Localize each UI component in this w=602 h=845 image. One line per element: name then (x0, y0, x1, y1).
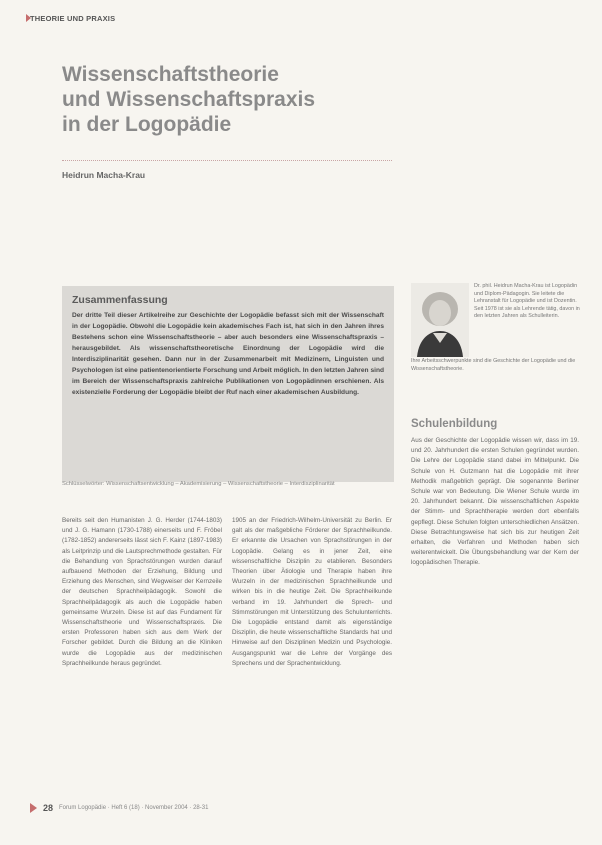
title-line-2: und Wissenschaftspraxis (62, 88, 316, 111)
keywords: Schlüsselwörter: Wissenschaftsentwicklung – Akademisierung – Wissenschaftstheorie – Interdisziplinarität (62, 481, 335, 487)
title-divider (62, 160, 392, 161)
article-title (62, 62, 392, 137)
author-portrait-icon (411, 283, 469, 357)
title-line-3: in der Logopädie (62, 113, 232, 136)
footer-arrow-icon (30, 803, 37, 813)
abstract-box (62, 286, 394, 482)
section-tag: THEORIE UND PRAXIS (30, 14, 116, 23)
section-heading: Schulenbildung (411, 418, 498, 430)
body-column-3 (411, 436, 579, 569)
body-column-2 (232, 516, 392, 669)
abstract-text: Der dritte Teil dieser Artikelreihe zur Geschichte der Logopädie befasst sich mit der Wissenschaft in der Logopädie. Obwohl die Logopädie kein akademisches Fach ist, hat sich in den Jahren ihres Bestehens schon eine Wissenschaftstheorie – aber auch besonders eine Wissenschaftspraxis – herausgebildet. Als wissenschaftstheoretische Einordnung der Logopädie wird die Interdisziplinarität gesehen. Dann nur in der Zusammenarbeit mit Medizinern, Linguisten und Psychologen ist eine patientenorientierte Forschung und Arbeit möglich. In den letzten Jahren sind im Bereich der Wissenschaftspraxis zahlreiche Publikationen von Logopädinnen erschienen. Als existenzielle Forderung der Logopädie bleibt der Ruf nach einer akademischen Ausbildung. (72, 312, 384, 396)
body-text-col3: Aus der Geschichte der Logopädie wissen wir, dass im 19. und 20. Jahrhundert die ersten Schulen gegründet wurden. Die Lehre der Logopädie stand dabei im Mittelpunkt. Die Schule von H. Gutzmann hat die Logopädie mit ihrer Methodik maßgeblich geprägt. Die sogenannte Berliner Schule war von Bedeutung. Die Wiener Schule wurde im 20. Jahrhundert bekannt. Die wissenschaftlichen Aspekte der Stimm- und Sprachtherapie werden dort ebenfalls gepflegt. Diese Schulen folgten unterschiedlichen Ansätzen. Diese Betrachtungsweise hat sich bis zur heutigen Zeit erhalten, die Verfahren und Methoden haben sich weiterentwickelt. Die Übungsbehandlung war der Kern der logopädischen Therapie. (411, 437, 579, 567)
abstract-heading: Zusammenfassung (72, 294, 168, 306)
author-name: Heidrun Macha-Krau (62, 170, 146, 180)
page-footer (30, 803, 208, 813)
body-column-1 (62, 516, 222, 669)
journal-citation: Forum Logopädie · Heft 6 (18) · November 2004 · 28-31 (59, 805, 209, 811)
author-photo (411, 283, 469, 357)
body-text-col1: Bereits seit den Humanisten J. G. Herder (1744-1803) und J. G. Hamann (1730-1788) einerseits und F. Fröbel (1782-1852) andererseits lässt sich F. Kainz (1897-1983) als Leitprinzip und die Lautsprechmethode gestalten. Für die Behandlung von Sprachstörungen wurden darauf aufbauend Methoden der Erziehung, Bildung und Erziehung des Menschen, sind Wegweiser der Kernzeile der deutschen Sprachheilpädagogik. Sowohl die Sprachheilpädagogik als auch die Logopädie haben gemeinsame Wurzeln. Diese ist auf das Fundament für Wissenschaftstheorie und Wissenschaftspraxis. Die ersten Professoren haben sich aus dem Werk der Forscher gebildet. Durch die Bildung an die Kliniken wurde die Logopädie aus der medizinischen Sprachheilkunde heraus gegründet. (62, 517, 222, 667)
author-bio-short: Dr. phil. Heidrun Macha-Krau ist Logopädin und Diplom-Pädagogin. Sie leitete die Lehranstalt für Logopädie und ist Dozentin. Seit 1978 ist sie als Lehrende tätig, davon in den letzten Jahren als Schulleiterin. (474, 283, 580, 320)
title-line-1: Wissenschaftstheorie (62, 63, 279, 86)
body-text-col2: 1905 an der Friedrich-Wilhelm-Universität zu Berlin. Er galt als der maßgebliche Förderer der Sprachheilkunde. Er erkannte die Ursachen von Sprachstörungen in der Logopädie. Gelang es in jener Zeit, eine wissenschaftliche Disziplin zu etablieren. Besonders Theorien über Ätiologie und Therapie haben ihre Wurzeln in der medizinischen Sprachheilkunde und wirken bis in die heutige Zeit. Die Sprachheilkunde verband im 19. Jahrhundert die Sprech- und Stimmstörungen mit Unterstützung des Schulunterrichts. Die Logopädie entstand damit als eigenständige Disziplin, die heute wissenschaftliche Standards hat und Hinweise auf den Disziplinen Medizin und Psychologie. Ausgangspunkt war die Lehre der Vorgänge des Sprechens und der Sprachentwicklung. (232, 517, 392, 667)
author-bio-long: Ihre Arbeitsschwerpunkte sind die Geschichte der Logopädie und die Wissenschaftstheorie. (411, 358, 576, 372)
page-number: 28 (43, 803, 54, 813)
